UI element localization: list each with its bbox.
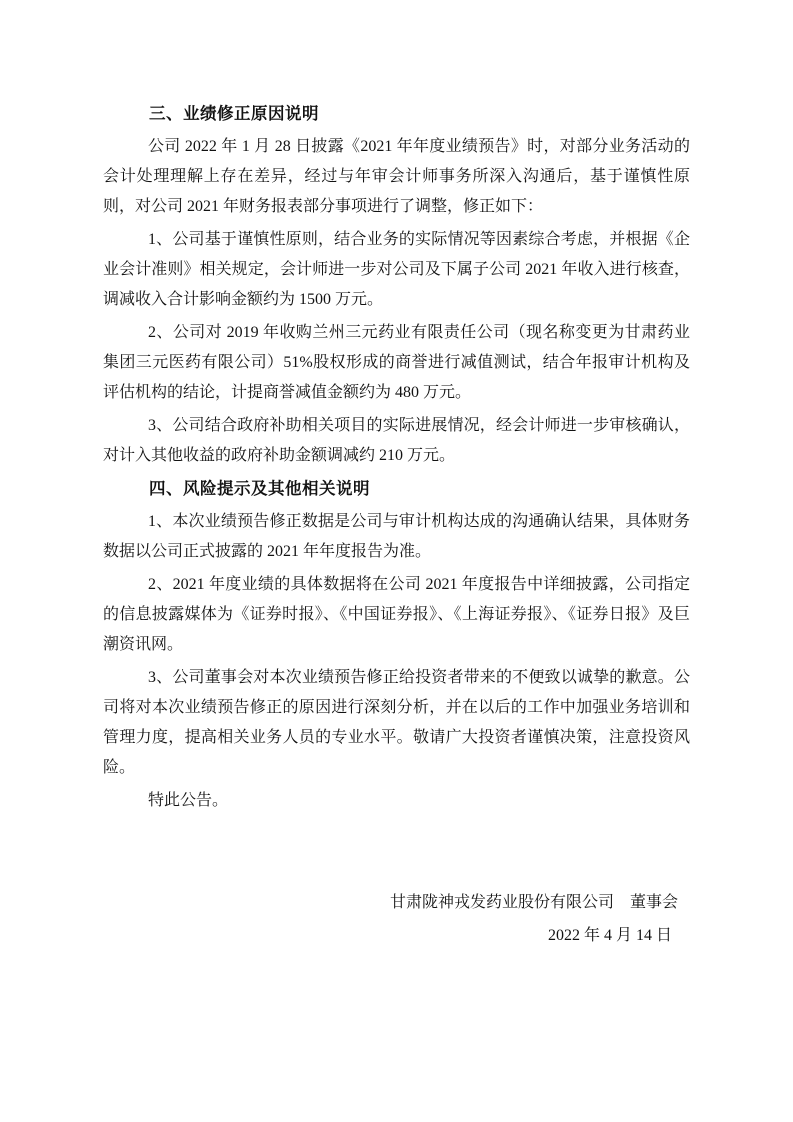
correction-reason-item-2: 2、公司对 2019 年收购兰州三元药业有限责任公司（现名称变更为甘肃药业集团三元医药有限公司）51%股权形成的商誉进行减值测试，结合年报审计机构及评估机构的结论，计提商誉减值金额约为 480 万元。 [103, 324, 690, 401]
signature-date-line: 2022 年 4 月 14 日 [547, 927, 672, 944]
risk-notice-item-1: 1、本次业绩预告修正数据是公司与审计机构达成的沟通确认结果，具体财务数据以公司正式披露的 2021 年年度报告为准。 [103, 513, 690, 560]
correction-reason-item-1: 1、公司基于谨慎性原则，结合业务的实际情况等因素综合考虑，并根据《企业会计准则》相关规定，会计师进一步对公司及下属子公司 2021 年收入进行核查，调减收入合计影响金额约为 1500 万元。 [103, 231, 690, 308]
signature-company-line: 甘肃陇神戎发药业股份有限公司 董事会 [389, 894, 678, 911]
risk-notice-item-2: 2、2021 年度业绩的具体数据将在公司 2021 年度报告中详细披露，公司指定的信息披露媒体为《证券时报》、《中国证券报》、《上海证券报》、《证券日报》及巨潮资讯网。 [103, 576, 690, 653]
correction-reason-item-3: 3、公司结合政府补助相关项目的实际进展情况，经会计师进一步审核确认，对计入其他收益的政府补助金额调减约 210 万元。 [103, 417, 690, 464]
risk-notice-item-3: 3、公司董事会对本次业绩预告修正给投资者带来的不便致以诚挚的歉意。公司将对本次业绩预告修正的原因进行深刻分析，并在以后的工作中加强业务培训和管理力度，提高相关业务人员的专业水平。敬请广大投资者谨慎决策，注意投资风险。 [103, 669, 690, 776]
section-heading-risk-notice: 四、风险提示及其他相关说明 [149, 480, 370, 498]
section-heading-correction-reasons: 三、业绩修正原因说明 [149, 105, 319, 123]
closing-statement: 特此公告。 [148, 792, 229, 809]
signature-block [103, 888, 690, 951]
correction-intro-paragraph: 公司 2022 年 1 月 28 日披露《2021 年年度业绩预告》时，对部分业务活动的会计处理理解上存在差异，经过与年审会计师事务所深入沟通后，基于谨慎性原则，对公司 2021 年财务报表部分事项进行了调整，修正如下： [103, 138, 690, 215]
